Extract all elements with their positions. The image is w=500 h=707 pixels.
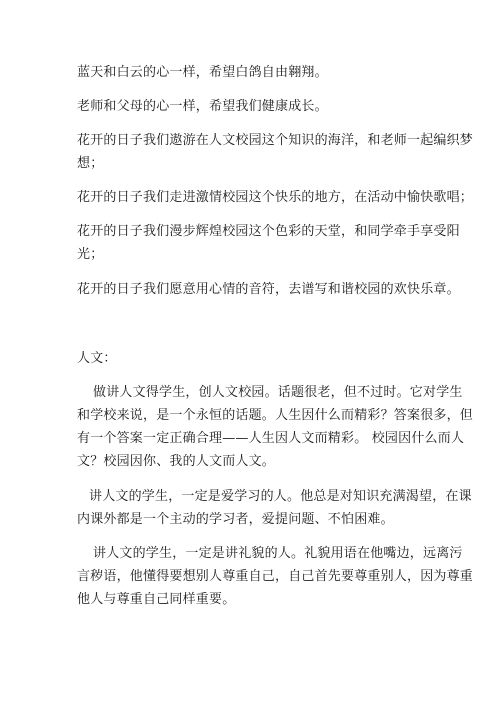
text-line-17: 言秽语，他懂得要想别人尊重自己，自己首先要尊重别人，因为尊重: [77, 569, 474, 584]
text-line-12: 有一个答案一定正确合理——人生因人文而精彩。 校园因什么而人: [77, 431, 465, 446]
text-line-2: 老师和父母的心一样，希望我们健康成长。: [77, 99, 328, 114]
text-line-10: 做讲人文得学生，创人文校园。话题很老，但不过时。它对学生: [93, 385, 463, 400]
text-line-8: 花开的日子我们愿意用心情的音符，去谱写和谐校园的欢快乐章。: [77, 282, 460, 297]
text-line-13: 文？校园因你、我的人文而人文。: [77, 454, 276, 469]
text-line-6: 花开的日子我们漫步辉煌校园这个色彩的天堂，和同学牵手享受阳: [77, 224, 460, 239]
text-line-11: 和学校来说，是一个永恒的话题。人生因什么而精彩？答案很多，但: [77, 408, 474, 423]
text-line-3: 花开的日子我们遨游在人文校园这个知识的海洋，和老师一起编织梦: [77, 133, 474, 148]
section-heading: 人文：: [77, 351, 117, 366]
text-line-7: 光；: [77, 247, 104, 262]
text-line-1: 蓝天和白云的心一样，希望白鸽自由翱翔。: [77, 65, 328, 80]
text-line-16: 讲人文的学生，一定是讲礼貌的人。礼貌用语在他嘴边，远离污: [93, 546, 463, 561]
text-line-5: 花开的日子我们走进激情校园这个快乐的地方，在活动中愉快歌唱；: [77, 190, 474, 205]
text-line-15: 内课外都是一个主动的学习者，爱提问题、不怕困难。: [77, 512, 394, 527]
text-line-14: 讲人文的学生，一定是爱学习的人。他总是对知识充满渴望，在课: [89, 489, 472, 504]
text-line-18: 他人与尊重自己同样重要。: [77, 592, 236, 607]
text-line-4: 想；: [77, 156, 104, 171]
